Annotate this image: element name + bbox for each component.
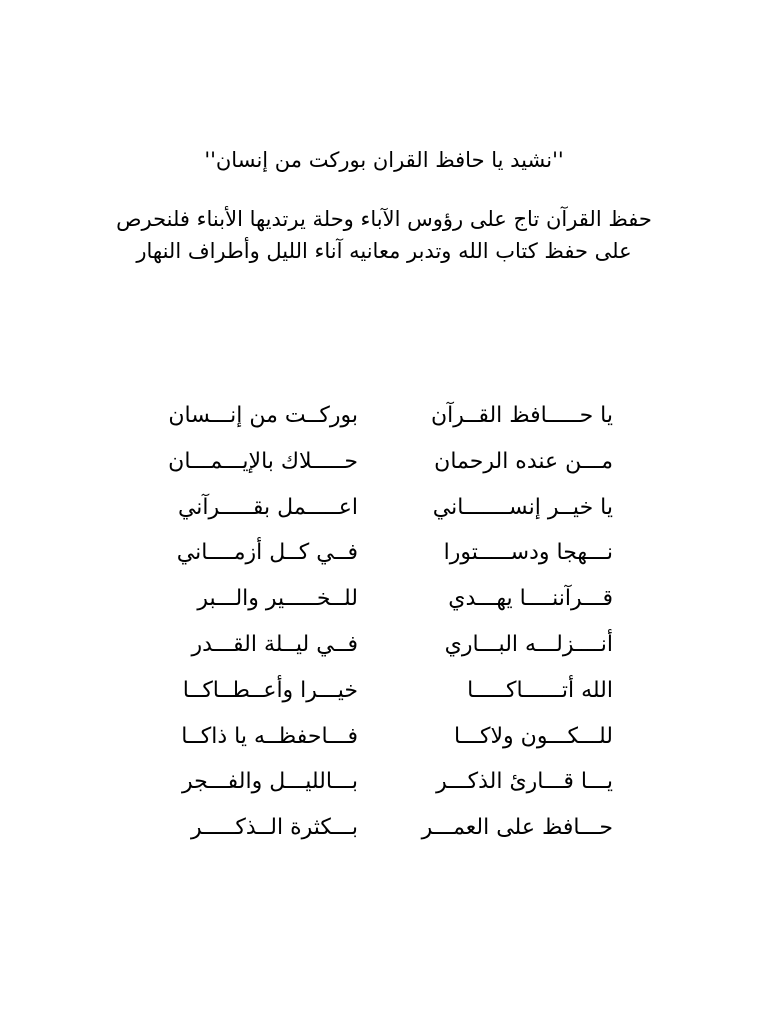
poem-verse bbox=[0, 714, 768, 760]
verse-second-hemistich: فــي ليــلة القـــدر bbox=[191, 631, 358, 657]
poem-verse bbox=[0, 805, 768, 851]
verse-second-hemistich: فـــاحفظــه يا ذاكــا bbox=[181, 723, 358, 749]
verse-first-hemistich: نـــهجا ودســـــتورا bbox=[443, 540, 613, 566]
verse-first-hemistich: للـــكـــون ولاكـــا bbox=[453, 723, 613, 749]
verse-first-hemistich: يا حـــــافظ القــرآن bbox=[431, 403, 613, 428]
intro-line: حفظ القرآن تاج على رؤوس الآباء وحلة يرتديها الأبناء فلنحرص bbox=[116, 207, 652, 231]
intro-line: على حفظ كتاب الله وتدبر معانيه آناء الليل وأطراف النهار bbox=[136, 239, 632, 263]
poem-verse bbox=[0, 439, 768, 485]
verse-first-hemistich: قـــرآننــــا يهـــدي bbox=[448, 586, 613, 612]
poem-verse bbox=[0, 668, 768, 714]
verse-second-hemistich: بـــالليـــل والفـــجر bbox=[181, 769, 358, 795]
verse-first-hemistich: يـــا قـــارئ الذكـــر bbox=[436, 769, 613, 795]
verse-second-hemistich: للــخـــــير والـــبر bbox=[197, 586, 358, 612]
poem-verse bbox=[0, 759, 768, 805]
intro-paragraph bbox=[40, 203, 728, 267]
verse-second-hemistich: خيـــرا وأعــطــاكــا bbox=[182, 677, 358, 703]
verse-second-hemistich: اعـــــمل بقـــــرآني bbox=[177, 494, 358, 520]
verse-second-hemistich: بوركــت من إنـــسان bbox=[168, 403, 358, 428]
poem-verse bbox=[0, 622, 768, 668]
verse-first-hemistich: يا خيــر إنســـــــاني bbox=[432, 494, 613, 520]
poem-verse bbox=[0, 576, 768, 622]
verse-second-hemistich: بـــكثرة الــذكـــــر bbox=[191, 815, 358, 841]
poem-verse bbox=[0, 530, 768, 576]
poem-verse bbox=[0, 393, 768, 439]
verse-first-hemistich: حـــافظ على العمـــر bbox=[421, 815, 613, 841]
verse-second-hemistich: فــي كــل أزمــــاني bbox=[176, 540, 358, 566]
verse-second-hemistich: حـــــلاك بالإيـــمـــان bbox=[168, 448, 358, 474]
verse-first-hemistich: أنــــزلـــه البـــاري bbox=[444, 631, 613, 657]
document-title: ''نشيد يا حافظ القران بوركت من إنسان'' bbox=[204, 148, 564, 172]
poem-verse bbox=[0, 485, 768, 531]
poem bbox=[0, 393, 768, 851]
verse-first-hemistich: الله أتــــــاكـــــا bbox=[467, 677, 613, 703]
verse-first-hemistich: مـــن عنده الرحمان bbox=[434, 448, 613, 474]
